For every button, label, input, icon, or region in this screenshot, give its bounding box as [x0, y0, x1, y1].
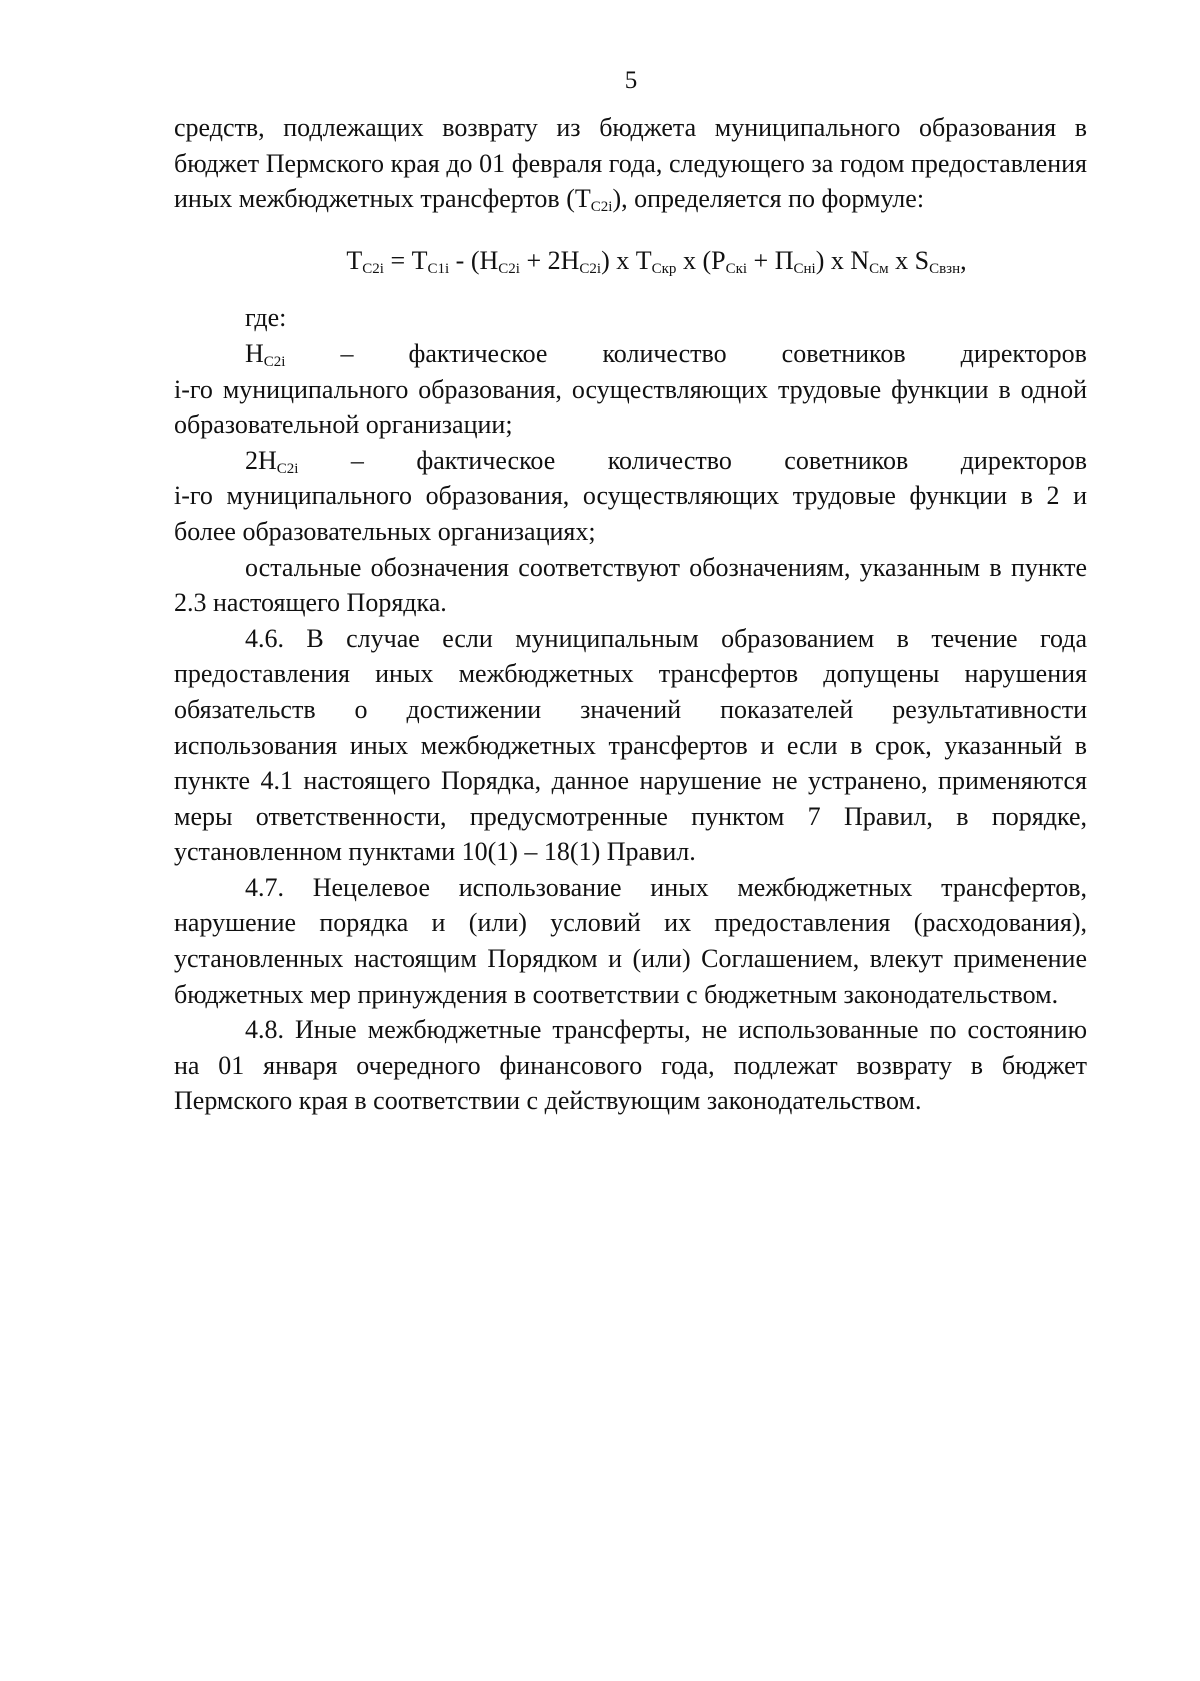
document-body: [174, 110, 1087, 1119]
formula-sub: С2i: [579, 260, 602, 277]
page-number: 5: [624, 67, 638, 94]
where-label: где:: [245, 303, 287, 333]
definition-word: директоров: [960, 338, 1087, 368]
definition-2-term-subscript: С2i: [276, 460, 299, 477]
formula-sub: Снi: [793, 260, 816, 277]
definition-1-rest: i-го муниципального образования, осуществляющих трудовые функции в одной образовательной организации;: [174, 374, 1087, 440]
definition-word: –: [340, 338, 354, 368]
formula: [174, 243, 1087, 279]
definition-word: количество: [607, 445, 732, 475]
formula-part: ,: [960, 245, 967, 275]
definition-word: количество: [602, 338, 727, 368]
formula-part: = Т: [383, 245, 428, 275]
formula-part: x S: [888, 245, 930, 275]
paragraph-4-8: 4.8. Иные межбюджетные трансферты, не использованные по состоянию на 01 января очередного финансового года, подлежат возврату в бюджет Пермского края в соответствии с действующим законодательством.: [174, 1015, 1087, 1116]
formula-sub: С2i: [498, 260, 520, 277]
formula-sub: См: [869, 260, 889, 277]
definition-1-term: [245, 336, 285, 372]
definition-1-term-subscript: С2i: [263, 353, 286, 370]
definition-word: фактическое: [416, 445, 556, 475]
formula-part: x (Р: [676, 245, 726, 275]
formula-sub: Скр: [651, 260, 677, 277]
definition-word: –: [350, 445, 364, 475]
formula-sub: С2i: [362, 260, 384, 277]
definition-1-term-letter: Н: [245, 338, 264, 368]
intro-paragraph: [174, 110, 1087, 217]
definition-2-term: [245, 443, 298, 479]
formula-sub: С1i: [427, 260, 450, 277]
definition-2-rest: i-го муниципального образования, осуществляющих трудовые функции в 2 и более образовательных организациях;: [174, 481, 1087, 546]
formula-sub: Свзн: [929, 260, 961, 277]
intro-text: средств, подлежащих возврату из бюджета муниципального образования в бюджет Пермского края до 01 февраля года, следующего за годом предоставления иных межбюджетных трансфертов (Т: [174, 113, 1087, 214]
definition-2-first-line: [174, 443, 1087, 479]
definition-word: директоров: [960, 445, 1087, 475]
formula-part: ) x Т: [601, 245, 652, 275]
paragraph-4-6: 4.6. В случае если муниципальным образованием в течение года предоставления иных межбюджетных трансфертов допущены нарушения обязательств о достижении значений показателей результативности использования иных межбюджетных трансфертов и если в срок, указанный в пункте 4.1 настоящего Порядка, данное нарушение не устранено, применяются меры ответственности, предусмотренные пунктом 7 Правил, в порядке, установленном пунктами 10(1) – 18(1) Правил.: [174, 623, 1087, 867]
formula-part: + 2Н: [519, 245, 580, 275]
definition-2-term-letter: 2Н: [245, 445, 277, 475]
formula-part: + П: [747, 245, 794, 275]
definition-1-first-line: [174, 336, 1087, 372]
definition-word: фактическое: [408, 338, 548, 368]
formula-sub: Скi: [725, 260, 748, 277]
paragraph-4-7: 4.7. Нецелевое использование иных межбюджетных трансфертов, нарушение порядка и (или) условий их предоставления (расходования), установленных настоящим Порядком и (или) Соглашением, влекут применение бюджетных мер принуждения в соответствии с бюджетным законодательством.: [174, 872, 1087, 1009]
intro-subscript: С2i: [590, 199, 613, 216]
definition-word: советников: [781, 338, 906, 368]
formula-part: - (Н: [449, 245, 499, 275]
other-notations-paragraph: остальные обозначения соответствуют обозначениям, указанным в пункте 2.3 настоящего Порядка.: [174, 552, 1087, 618]
definition-word: советников: [784, 445, 909, 475]
formula-part: Т: [346, 245, 363, 275]
formula-part: ) x N: [815, 245, 870, 275]
intro-text-end: ), определяется по формуле:: [612, 184, 925, 214]
